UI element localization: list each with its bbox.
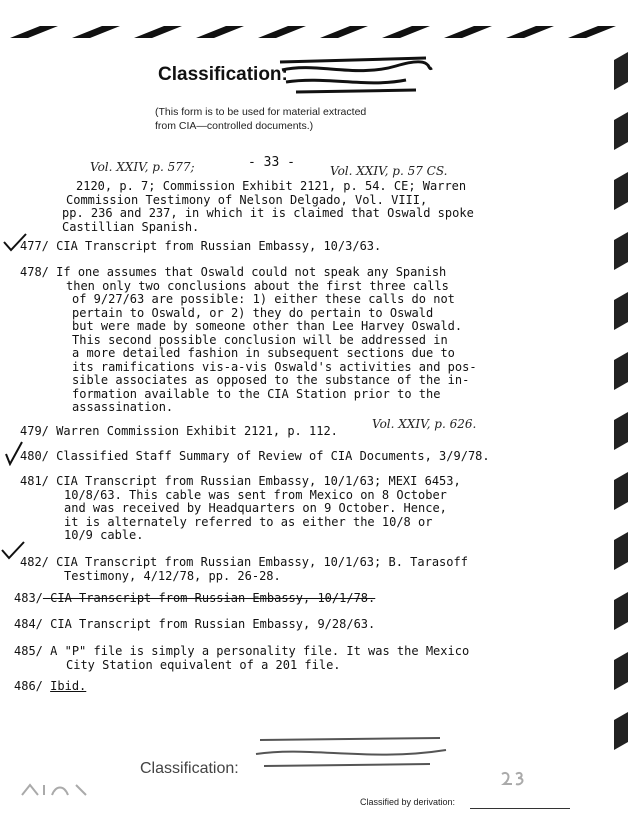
footnote-line: If one assumes that Oswald could not speak any Spanish xyxy=(56,265,447,279)
derivation-label: Classified by derivation: xyxy=(360,797,456,807)
footnote-484 xyxy=(14,618,534,632)
footnote-number: 484/ xyxy=(14,617,43,631)
checkmark-icon xyxy=(0,540,26,562)
footnote-number: 486/ xyxy=(14,679,43,693)
footnote-number: 483/ xyxy=(14,591,43,605)
footnote-number: 480/ xyxy=(20,449,49,463)
footnote-480 xyxy=(20,450,560,464)
footnote-number: 477/ xyxy=(20,239,49,253)
footnote-text: CIA Transcript from Russian Embassy, 10/1/78. xyxy=(50,591,376,605)
footnote-485 xyxy=(14,645,534,672)
footnote-483-struck xyxy=(14,592,534,606)
footnote-line: City Station equivalent of a 201 file. xyxy=(66,657,341,672)
footer-classification-label: Classification: xyxy=(140,760,239,777)
footnote-line: 10/8/63. This cable was sent from Mexico on 8 October xyxy=(64,487,447,502)
corner-page-mark xyxy=(500,770,530,790)
footnote-number: 485/ xyxy=(14,644,43,658)
footnote-479 xyxy=(20,425,540,439)
footnote-text: Ibid. xyxy=(50,679,87,693)
corner-stamp-icon xyxy=(20,783,90,797)
footnote-line: but were made by someone other than Lee Harvey Oswald. xyxy=(72,319,463,333)
derivation-line xyxy=(470,808,570,809)
classification-stamp-scribble xyxy=(276,52,436,98)
form-note-line-2: from CIA—controlled documents.) xyxy=(155,120,314,132)
footnote-481 xyxy=(20,475,540,543)
footnote-line: This second possible conclusion will be addressed in xyxy=(72,332,448,347)
footnote-text: CIA Transcript from Russian Embassy, 10/3/63. xyxy=(56,239,382,253)
footnote-number: 479/ xyxy=(20,424,49,438)
footnote-line: CIA Transcript from Russian Embassy, 10/1/63; MEXI 6453, xyxy=(56,474,461,488)
checkmark-icon xyxy=(4,440,24,466)
footnote-482 xyxy=(20,556,540,583)
footnote-number: 478/ xyxy=(20,265,49,279)
footnote-line: A "P" file is simply a personality file. It was the Mexico xyxy=(50,644,470,658)
footnote-line: its ramifications vis-a-vis Oswald's activities and pos- xyxy=(72,359,477,374)
footnote-line: of 9/27/63 are possible: 1) either these calls do not xyxy=(72,292,455,306)
footnote-477 xyxy=(20,240,540,254)
right-classification-stripe xyxy=(598,40,638,780)
checkmark-icon xyxy=(2,232,28,254)
footnote-text: Warren Commission Exhibit 2121, p. 112. xyxy=(56,424,338,438)
faded-number-icon xyxy=(500,770,530,786)
footnote-number: 482/ xyxy=(20,555,49,569)
corner-mark xyxy=(20,783,90,800)
footnote-line: 2120, p. 7; Commission Exhibit 2121, p. 54. CE; Warren xyxy=(76,179,467,193)
handwritten-vol-note-2: Vol. XXIV, p. 57 CS. xyxy=(330,164,448,178)
footnote-line: formation available to the CIA Station prior to the xyxy=(72,386,441,401)
handwritten-vol-note-3: Vol. XXIV, p. 626. xyxy=(372,417,477,431)
footnote-line: CIA Transcript from Russian Embassy, 10/1/63; B. Tarasoff xyxy=(56,555,468,569)
footnote-line: 10/9 cable. xyxy=(64,528,144,542)
footnote-line: assassination. xyxy=(72,400,174,414)
footnote-line: Commission Testimony of Nelson Delgado, Vol. VIII, xyxy=(66,192,428,207)
footnote-line: sible associates as opposed to the substance of the in- xyxy=(72,373,470,387)
footnote-number: 481/ xyxy=(20,474,49,488)
footnote-line: and was received by Headquarters on 9 October. Hence, xyxy=(64,501,447,515)
footnote-line: Castillian Spanish. xyxy=(62,219,200,234)
form-note-line-1: (This form is to be used for material extracted xyxy=(155,106,367,118)
footnote-line: pertain to Oswald, or 2) they do pertain to Oswald xyxy=(72,305,434,320)
footnote-text: CIA Transcript from Russian Embassy, 9/28/63. xyxy=(50,617,376,631)
footer-stamp-scribble xyxy=(250,732,450,772)
footnote-line: a more detailed fashion in subsequent sections due to xyxy=(72,346,455,360)
header-classification-label: Classification: xyxy=(158,64,288,85)
footnote-line: Testimony, 4/12/78, pp. 26-28. xyxy=(64,568,281,583)
footnote-text: Classified Staff Summary of Review of CIA Documents, 3/9/78. xyxy=(56,449,490,463)
footnote-line: it is alternately referred to as either the 10/8 or xyxy=(64,514,433,529)
top-classification-stripe xyxy=(0,22,638,42)
footnote-line: then only two conclusions about the first three calls xyxy=(66,278,449,293)
handwritten-vol-note-1: Vol. XXIV, p. 577; xyxy=(90,160,195,174)
footnote-486 xyxy=(14,680,534,694)
page-number: - 33 - xyxy=(248,155,295,170)
footnote-continuation xyxy=(62,179,596,234)
footnote-478 xyxy=(20,266,540,415)
footnote-line: pp. 236 and 237, in which it is claimed that Oswald spoke xyxy=(62,206,474,220)
form-usage-note xyxy=(155,105,455,133)
